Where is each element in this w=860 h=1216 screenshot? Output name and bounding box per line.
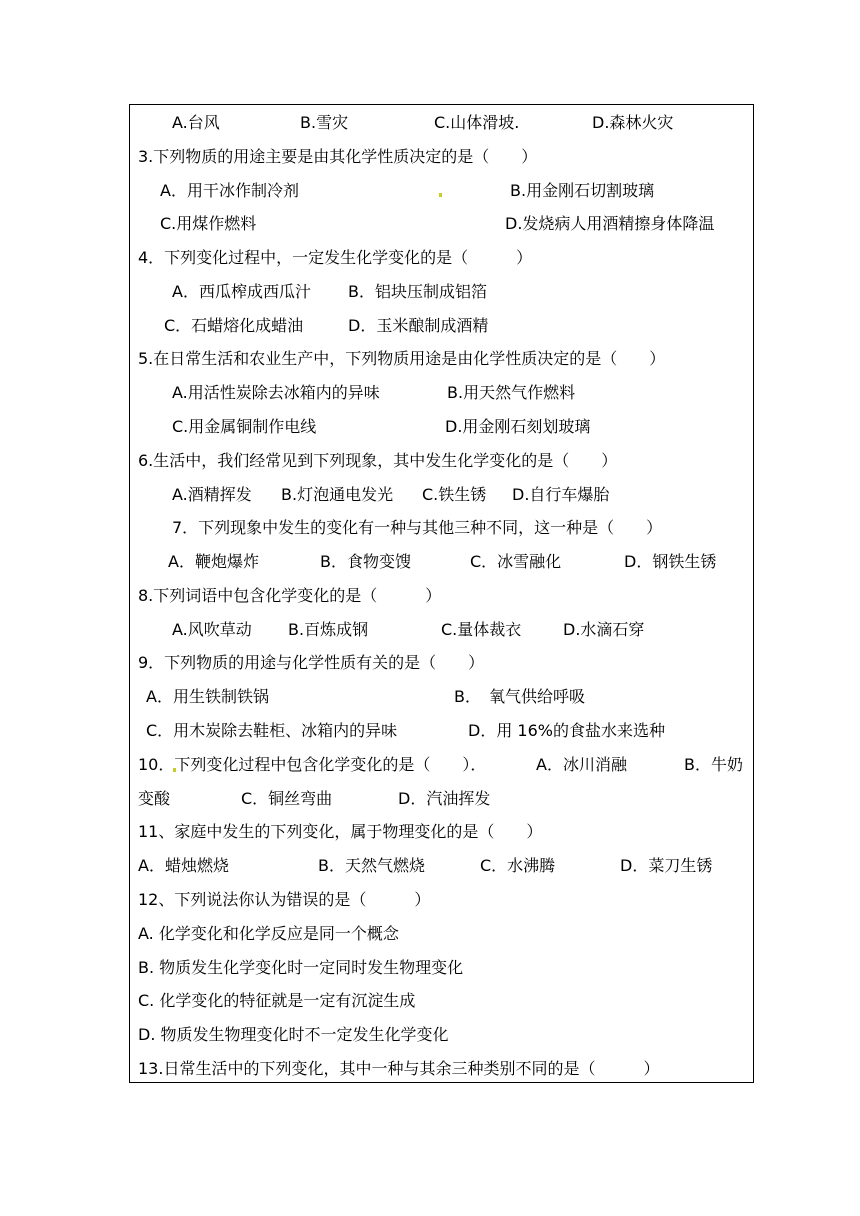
q8-option-b: B.百炼成钢 [288, 620, 369, 639]
q12-option-d: D. 物质发生物理变化时不一定发生化学变化 [138, 1025, 449, 1044]
q6-option-b: B.灯泡通电发光 [281, 485, 394, 504]
q5-option-c: C.用金属铜制作电线 [172, 417, 317, 436]
q8-option-d: D.水滴石穿 [563, 620, 645, 639]
q4-option-c: C．石蜡熔化成蜡油 [164, 316, 304, 335]
q2-option-c: C.山体滑坡. [434, 113, 520, 132]
q9-option-b: B． 氧气供给呼吸 [454, 687, 585, 706]
q3-stem: 3.下列物质的用途主要是由其化学性质决定的是（ ） [138, 147, 538, 166]
stray-mark [439, 193, 442, 197]
q7-option-d: D．钢铁生锈 [624, 552, 717, 571]
q9-stem: 9．下列物质的用途与化学性质有关的是（ ） [138, 653, 485, 672]
q6-option-c: C.铁生锈 [422, 485, 487, 504]
q11-stem: 11、家庭中发生的下列变化，属于物理变化的是（ ） [138, 822, 543, 841]
q8-option-c: C.量体裁衣 [441, 620, 522, 639]
q10-stem: 10．下列变化过程中包含化学变化的是（ ）． [138, 755, 487, 774]
q4-option-a: A．西瓜榨成西瓜汁 [172, 282, 311, 301]
q9-option-a: A．用生铁制铁锅 [146, 687, 269, 706]
q12-option-c: C. 化学变化的特征就是一定有沉淀生成 [138, 991, 416, 1010]
q11-option-b: B．天然气燃烧 [318, 856, 425, 875]
q6-option-d: D.自行车爆胎 [512, 485, 610, 504]
q12-stem: 12、下列说法你认为错误的是（ ） [138, 890, 431, 909]
q9-option-d: D．用 16%的食盐水来选种 [468, 721, 665, 740]
q4-option-d: D．玉米酿制成酒精 [348, 316, 489, 335]
q11-option-d: D．菜刀生锈 [620, 856, 713, 875]
q5-option-d: D.用金刚石刻划玻璃 [445, 417, 591, 436]
q8-stem: 8.下列词语中包含化学变化的是（ ） [138, 586, 442, 605]
q6-option-a: A.酒精挥发 [172, 485, 252, 504]
q10-option-b-continued: 变酸 [138, 789, 171, 808]
q11-option-c: C．水沸腾 [480, 856, 556, 875]
q2-option-d: D.森林火灾 [592, 113, 674, 132]
q3-option-a: A．用干冰作制冷剂 [160, 181, 299, 200]
q10-option-c: C．铜丝弯曲 [241, 789, 333, 808]
q13-stem: 13.日常生活中的下列变化，其中一种与其余三种类别不同的是（ ） [138, 1059, 660, 1078]
q2-option-b: B.雪灾 [300, 113, 349, 132]
q6-stem: 6.生活中，我们经常见到下列现象，其中发生化学变化的是（ ） [138, 451, 618, 470]
q4-option-b: B．铝块压制成铝箔 [348, 282, 487, 301]
q3-option-b: B.用金刚石切割玻璃 [510, 181, 655, 200]
q12-option-b: B. 物质发生化学变化时一定同时发生物理变化 [138, 958, 464, 977]
q5-option-b: B.用天然气作燃料 [447, 383, 576, 402]
q5-option-a: A.用活性炭除去冰箱内的异味 [172, 383, 380, 402]
q11-option-a: A．蜡烛燃烧 [138, 856, 229, 875]
q7-option-b: B．食物变馊 [320, 552, 411, 571]
q7-stem: 7．下列现象中发生的变化有一种与其他三种不同，这一种是（ ） [172, 518, 663, 537]
q7-option-c: C．冰雪融化 [470, 552, 562, 571]
q9-option-c: C．用木炭除去鞋柜、冰箱内的异味 [146, 721, 398, 740]
q8-option-a: A.风吹草动 [172, 620, 252, 639]
q3-option-c: C.用煤作燃料 [160, 214, 257, 233]
q7-option-a: A．鞭炮爆炸 [168, 552, 259, 571]
q4-stem: 4．下列变化过程中，一定发生化学变化的是（ ） [138, 248, 533, 267]
q3-option-d: D.发烧病人用酒精擦身体降温 [505, 214, 715, 233]
q2-option-a: A.台风 [172, 113, 220, 132]
q12-option-a: A. 化学变化和化学反应是同一个概念 [138, 924, 399, 943]
q10-option-b: B．牛奶 [684, 755, 743, 774]
q10-option-a: A．冰川消融 [536, 755, 627, 774]
q10-option-d: D．汽油挥发 [398, 789, 491, 808]
q5-stem: 5.在日常生活和农业生产中，下列物质用途是由化学性质决定的是（ ） [138, 349, 666, 368]
